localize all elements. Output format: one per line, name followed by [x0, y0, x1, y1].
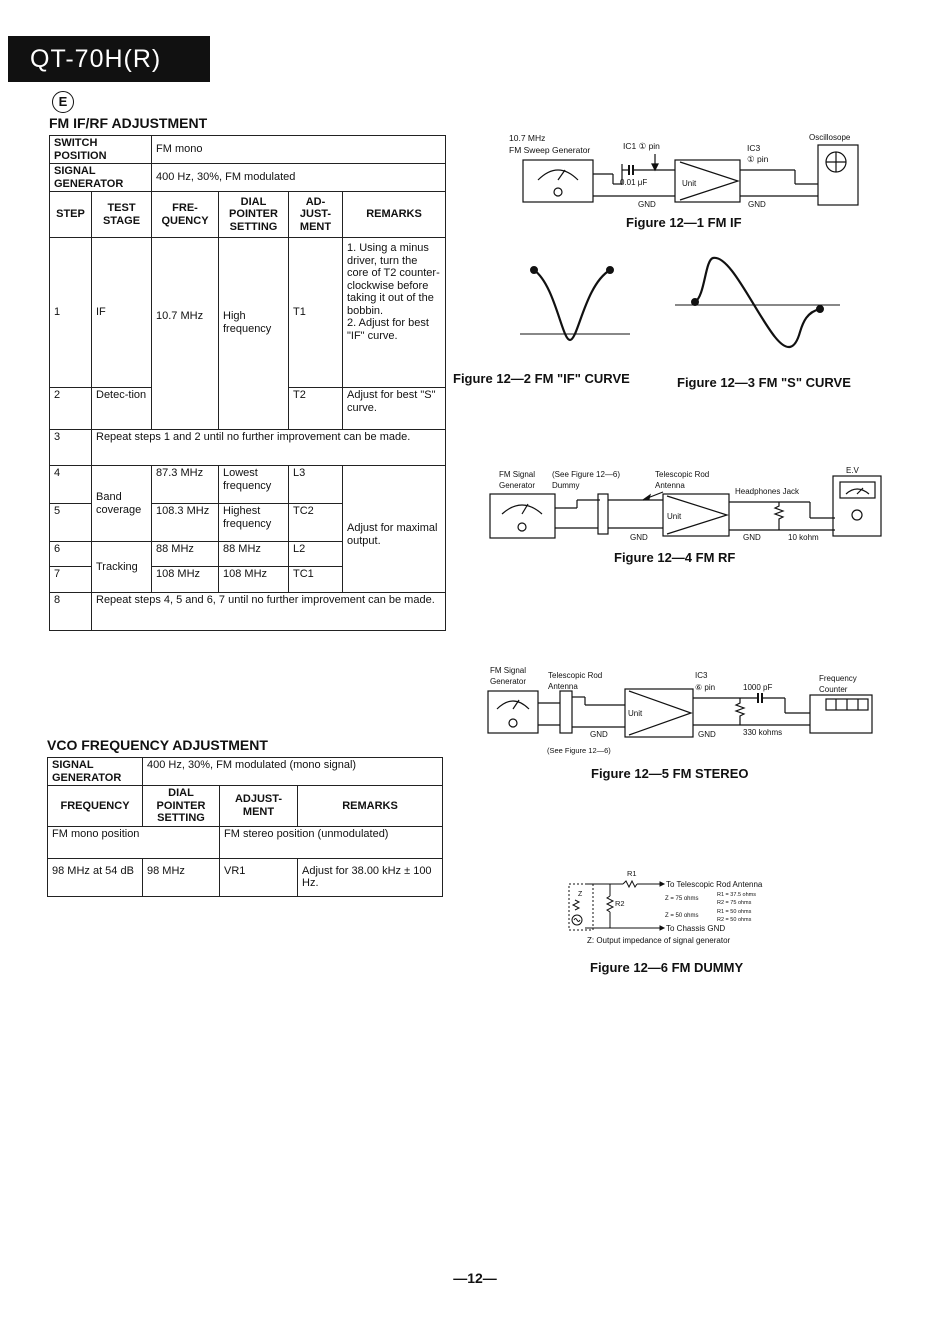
col-adjustment: ADJUST-MENT	[220, 786, 298, 827]
resistor-icon	[607, 896, 613, 912]
fig4-gen-label2: Generator	[499, 481, 536, 490]
table-row	[50, 466, 446, 504]
fig5-see-label: (See Figure 12—6)	[547, 746, 611, 755]
col-test-stage: TEST STAGE	[92, 192, 152, 238]
cell-note: Repeat steps 4, 5 and 6, 7 until no further improvement can be made.	[92, 593, 446, 631]
cell-frequency: 98 MHz at 54 dB	[48, 858, 143, 896]
fig1-scope-label: Oscillosope	[809, 133, 851, 142]
fig1-cap-label: 0.01 μF	[620, 178, 648, 187]
fig4-res-label: 10 kohm	[788, 533, 819, 542]
figure-12-4-diagram	[485, 462, 890, 546]
resistor-icon	[775, 502, 783, 530]
fig1-gnd-label: GND	[638, 200, 656, 209]
fig4-see-label: (See Figure 12—6)	[552, 470, 621, 479]
fig5-counter-label2: Counter	[819, 685, 848, 694]
cell-frequency: 108 MHz	[152, 567, 219, 593]
fig1-gen-label: 10.7 MHz	[509, 133, 546, 143]
fig6-z-label: Z	[578, 891, 583, 898]
table-row	[50, 593, 446, 631]
fig5-gnd-label: GND	[698, 730, 716, 739]
mono-position: FM mono position	[48, 826, 220, 858]
cell-step: 1	[50, 238, 92, 388]
figure-12-3-s-curve	[675, 252, 845, 357]
fig1-ic3-pin-label: ① pin	[747, 154, 769, 164]
figure-12-5-caption: Figure 12—5 FM STEREO	[591, 766, 749, 781]
fig4-antenna-label: Antenna	[655, 481, 685, 490]
figure-12-1-caption: Figure 12—1 FM IF	[626, 215, 742, 230]
fig1-ic3-label: IC3	[747, 143, 761, 153]
fig5-rod-label: Telescopic Rod	[548, 671, 603, 680]
figure-12-2-if-curve	[520, 260, 630, 350]
page-number: —12—	[453, 1270, 497, 1286]
fig6-note: Z: Output impedance of signal generator	[587, 936, 731, 945]
resistor-icon	[573, 900, 579, 910]
fig5-res-label: 330 kohms	[743, 728, 783, 737]
col-remarks: REMARKS	[343, 192, 446, 238]
vco-signal-generator-value: 400 Hz, 30%, FM modulated (mono signal)	[143, 758, 443, 786]
fig6-gnd-label: To Chassis GND	[666, 924, 726, 933]
table-row	[50, 238, 446, 388]
fig6-r1-75-label: R1 = 37.5 ohms	[717, 892, 756, 898]
cell-adjustment: L2	[289, 542, 343, 567]
cell-dial: 108 MHz	[219, 567, 289, 593]
cell-adjustment: T2	[289, 388, 343, 430]
cell-remarks: Adjust for maximal output.	[343, 466, 446, 593]
fig6-r1-50-label: R1 = 50 ohms	[717, 909, 752, 915]
fig6-r2-75-label: R2 = 75 ohms	[717, 900, 752, 906]
fig5-counter-label: Frequency	[819, 674, 857, 683]
fig4-dummy-label: Dummy	[552, 481, 580, 490]
fig6-r2-50-label: R2 = 50 ohms	[717, 917, 752, 923]
fig5-gnd-label: GND	[590, 730, 608, 739]
cell-adjustment: T1	[289, 238, 343, 388]
cell-frequency: 10.7 MHz	[152, 238, 219, 430]
resistor-icon	[736, 698, 744, 725]
cell-dial: 88 MHz	[219, 542, 289, 567]
figure-12-6-caption: Figure 12—6 FM DUMMY	[590, 960, 744, 975]
fig5-unit-label: Unit	[628, 709, 643, 718]
fig6-antenna-label: To Telescopic Rod Antenna	[666, 880, 763, 889]
cell-frequency: 87.3 MHz	[152, 466, 219, 504]
vco-signal-generator-label: SIGNAL GENERATOR	[48, 758, 143, 786]
fig5-gen-label: FM Signal	[490, 666, 527, 675]
cell-remarks: Adjust for best "S" curve.	[343, 388, 446, 430]
meter-arc-icon	[538, 170, 578, 180]
fig6-z50-label: Z = 50 ohms	[665, 913, 699, 919]
cell-adjustment: VR1	[220, 858, 298, 896]
fig1-unit-label: Unit	[682, 179, 697, 188]
stereo-position: FM stereo position (unmodulated)	[220, 826, 443, 858]
cell-stage: Tracking	[92, 542, 152, 593]
table-row	[48, 858, 443, 896]
fm-adjustment-table	[49, 135, 446, 631]
fig6-r2-label: R2	[615, 899, 625, 908]
switch-position-value: FM mono	[152, 136, 446, 164]
col-step: STEP	[50, 192, 92, 238]
col-frequency: FRE-QUENCY	[152, 192, 219, 238]
cell-dial: Highest frequency	[219, 504, 289, 542]
fig5-antenna-label: Antenna	[548, 682, 578, 691]
region-badge: E	[52, 91, 74, 113]
fig4-jack-label: Headphones Jack	[735, 487, 800, 496]
fig4-gnd-label: GND	[743, 533, 761, 542]
figure-12-4-caption: Figure 12—4 FM RF	[614, 550, 736, 565]
switch-position-label: SWITCH POSITION	[50, 136, 152, 164]
col-dial-pointer: DIAL POINTER SETTING	[143, 786, 220, 827]
fig5-ic3-label: IC3	[695, 671, 708, 680]
figure-12-6-diagram	[565, 866, 805, 948]
cell-adjustment: L3	[289, 466, 343, 504]
cell-step: 4	[50, 466, 92, 504]
fig5-cap-label: 1000 pF	[743, 683, 773, 692]
cell-adjustment: TC2	[289, 504, 343, 542]
cell-dial: 98 MHz	[143, 858, 220, 896]
figure-12-1-diagram	[505, 130, 865, 212]
fig4-rod-label: Telescopic Rod	[655, 470, 710, 479]
cell-remarks: 1. Using a minus driver, turn the core of T2 counter-clockwise before taking it out of the bobbin. 2. Adjust for best "IF" curve.	[343, 238, 446, 388]
cell-stage: Band coverage	[92, 466, 152, 542]
meter-arc-icon	[497, 701, 529, 709]
fig4-gen-label: FM Signal	[499, 470, 536, 479]
signal-generator-label: SIGNAL GENERATOR	[50, 164, 152, 192]
meter-arc-icon	[502, 505, 542, 514]
fig1-ic1-label: IC1 ① pin	[623, 141, 660, 151]
figure-12-5-diagram	[485, 663, 880, 758]
cell-dial: High frequency	[219, 238, 289, 430]
col-remarks: REMARKS	[298, 786, 443, 827]
if-curve-line	[534, 270, 610, 340]
col-frequency: FREQUENCY	[48, 786, 143, 827]
fig1-gen-label2: FM Sweep Generator	[509, 145, 591, 155]
cell-step: 7	[50, 567, 92, 593]
fig4-unit-label: Unit	[667, 512, 682, 521]
vco-section-title: VCO FREQUENCY ADJUSTMENT	[47, 737, 268, 753]
signal-generator-value: 400 Hz, 30%, FM modulated	[152, 164, 446, 192]
cell-step: 8	[50, 593, 92, 631]
cell-note: Repeat steps 1 and 2 until no further improvement can be made.	[92, 430, 446, 466]
fig6-z75-label: Z = 75 ohms	[665, 896, 699, 902]
fm-section-title: FM IF/RF ADJUSTMENT	[49, 115, 208, 131]
dummy-box	[560, 691, 572, 733]
col-dial-pointer: DIAL POINTER SETTING	[219, 192, 289, 238]
fig4-ev-label: E.V	[846, 466, 859, 475]
cell-stage: IF	[92, 238, 152, 388]
cell-step: 6	[50, 542, 92, 567]
cell-stage: Detec-tion	[92, 388, 152, 430]
cell-frequency: 108.3 MHz	[152, 504, 219, 542]
table-row	[50, 430, 446, 466]
cell-adjustment: TC1	[289, 567, 343, 593]
fig5-pin-label: ⑥ pin	[695, 683, 716, 692]
figure-12-2-caption: Figure 12—2 FM "IF" CURVE	[453, 371, 630, 386]
vco-adjustment-table	[47, 757, 443, 897]
cell-step: 5	[50, 504, 92, 542]
oscilloscope-box	[818, 145, 858, 205]
cell-remarks: Adjust for 38.00 kHz ± 100 Hz.	[298, 858, 443, 896]
cell-frequency: 88 MHz	[152, 542, 219, 567]
fig4-gnd-label: GND	[630, 533, 648, 542]
figure-12-3-caption: Figure 12—3 FM "S" CURVE	[677, 375, 851, 390]
model-badge: QT-70H(R)	[8, 36, 210, 82]
s-curve-line	[695, 258, 820, 347]
col-adjustment: AD-JUST-MENT	[289, 192, 343, 238]
fig1-gnd-label: GND	[748, 200, 766, 209]
cell-step: 3	[50, 430, 92, 466]
cell-dial: Lowest frequency	[219, 466, 289, 504]
resistor-icon	[623, 881, 637, 887]
fig5-gen-label2: Generator	[490, 677, 527, 686]
cell-step: 2	[50, 388, 92, 430]
frequency-counter-box	[810, 695, 872, 733]
fig6-r1-label: R1	[627, 869, 637, 878]
